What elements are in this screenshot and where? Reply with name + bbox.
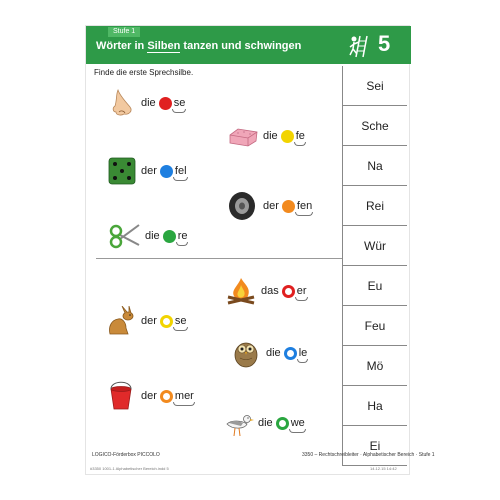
color-dot (163, 230, 176, 243)
word-rest: re (178, 230, 188, 242)
article: die (258, 417, 273, 429)
article: die (266, 347, 281, 359)
article: der (141, 315, 157, 327)
ladder-climber-icon (348, 34, 370, 58)
word-rest: fe (296, 130, 305, 142)
syllable-card[interactable]: Sche (343, 106, 407, 146)
ring-dot (276, 417, 289, 430)
page-title (96, 40, 301, 52)
syllable-column (342, 66, 406, 466)
syllable-card[interactable]: Sei (343, 66, 407, 106)
print-date: 14.12.15 14:42 (370, 466, 397, 471)
word-item (104, 88, 185, 118)
scissors-icon (108, 221, 142, 251)
seagull-icon (221, 408, 255, 438)
footer-reference: 3350 – Rechtschreibleiter · Alphabetischer Bereich · Stufe 1 (302, 452, 435, 458)
article: die (263, 130, 278, 142)
print-info: #3350 1001-1 Alphabetischer Bereich.indd 5 (90, 466, 169, 471)
word-rest: fel (175, 165, 187, 177)
word-rest: le (299, 347, 308, 359)
title-syllable-1: Sil (147, 40, 161, 52)
word-rest: mer (175, 390, 194, 402)
worksheet-page (85, 25, 435, 475)
color-dot (159, 97, 172, 110)
word-item (104, 306, 187, 336)
color-dot (281, 130, 294, 143)
word-item (221, 408, 305, 438)
title-syllable-2: ben (160, 40, 181, 52)
title-part-1: Wörter in (96, 40, 148, 52)
ring-dot (160, 390, 173, 403)
color-dot (282, 200, 295, 213)
syllable-card[interactable]: Na (343, 146, 407, 186)
word-item (104, 156, 187, 186)
ring-dot (282, 285, 295, 298)
syllable-card[interactable]: Eu (343, 266, 407, 306)
syllable-card[interactable]: Wür (343, 226, 407, 266)
word-rest: er (297, 285, 307, 297)
word-item (224, 276, 307, 306)
word-rest: we (291, 417, 305, 429)
word-item (226, 121, 305, 151)
word-rest: fen (297, 200, 312, 212)
word-item (104, 381, 194, 411)
sponge-icon (226, 121, 260, 151)
word-rest: se (174, 97, 186, 109)
ring-dot (160, 315, 173, 328)
bucket-icon (104, 381, 138, 411)
syllable-card[interactable]: Feu (343, 306, 407, 346)
word-item (108, 221, 187, 251)
ring-dot (284, 347, 297, 360)
hare-icon (104, 306, 138, 336)
tire-icon (226, 191, 260, 221)
article: der (141, 390, 157, 402)
article: die (145, 230, 160, 242)
dice-icon (104, 156, 138, 186)
word-rest: se (175, 315, 187, 327)
syllable-card[interactable]: Mö (343, 346, 407, 386)
syllable-card[interactable]: Ha (343, 386, 407, 426)
level-badge: Stufe 1 (108, 27, 140, 37)
owl-icon (229, 338, 263, 368)
instruction-text: Finde die erste Sprechsilbe. (94, 68, 194, 77)
syllable-card[interactable]: Ei (343, 426, 407, 466)
article: das (261, 285, 279, 297)
word-item (229, 338, 307, 368)
header-bar (86, 26, 411, 64)
article: der (141, 165, 157, 177)
article: die (141, 97, 156, 109)
color-dot (160, 165, 173, 178)
title-part-2: tanzen und schwingen (180, 40, 302, 52)
article: der (263, 200, 279, 212)
nose-icon (104, 88, 138, 118)
footer-product: LOGICO-Förderbox PICCOLO (92, 452, 160, 458)
campfire-icon (224, 276, 258, 306)
word-item (226, 191, 312, 221)
exercise-number: 5 (378, 31, 391, 56)
syllable-card[interactable]: Rei (343, 186, 407, 226)
section-divider (96, 258, 342, 259)
